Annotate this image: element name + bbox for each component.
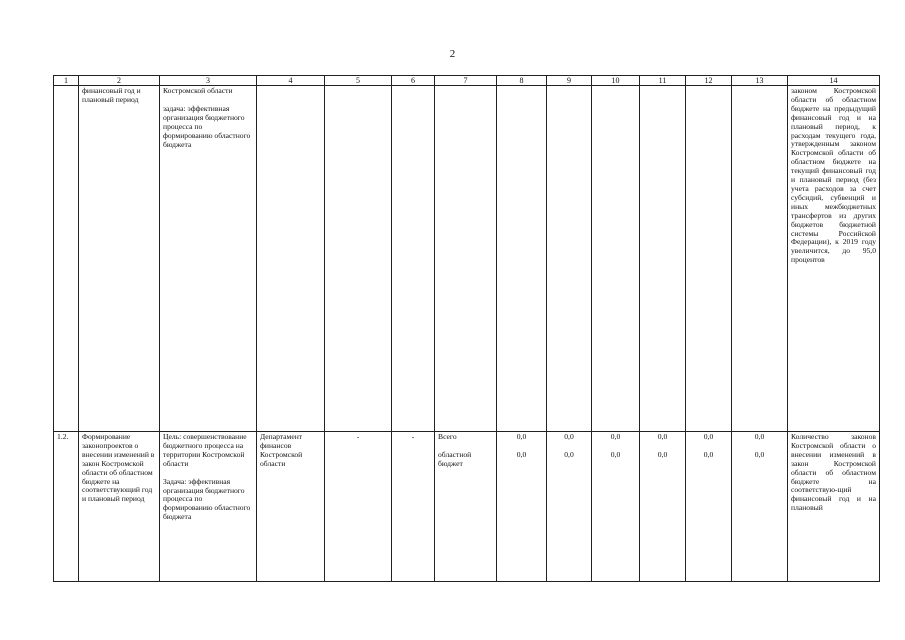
cell-empty — [54, 86, 79, 432]
table-row-1-2 — [54, 432, 880, 582]
cell-empty — [325, 86, 392, 432]
indicator-cell: Количество законов Костромской области о внесении изменений в закон Костромской области об областном бюджете на соответствую-щий финансовый год и на плановый — [788, 432, 880, 582]
header-cell-11: 11 — [640, 76, 686, 86]
value-total: 0,0 — [610, 432, 621, 441]
value-col-12 — [686, 432, 732, 582]
cell-empty — [592, 86, 640, 432]
funding-source — [435, 432, 497, 582]
value-total: 0,0 — [754, 432, 765, 441]
header-cell-12: 12 — [686, 76, 732, 86]
header-cell-10: 10 — [592, 76, 640, 86]
goal-text: Цель: совершенствование бюджетного процесса на территории Костромской области — [163, 432, 247, 468]
header-cell-7: 7 — [435, 76, 497, 86]
event-name: Формирование законопроектов о внесении изменений в закон Костромской области об областном бюджете на соответствующий год и плановый период — [79, 432, 160, 582]
cell-empty — [732, 86, 788, 432]
cell-empty — [257, 86, 325, 432]
funding-total-label: Всего — [438, 432, 457, 441]
col3-task: задача: эффективная организация бюджетного процесса по формированию областного бюджета — [163, 103, 251, 149]
value-col-9 — [547, 432, 592, 582]
header-cell-4: 4 — [257, 76, 325, 86]
cell-continued-col3 — [160, 86, 257, 432]
value-total: 0,0 — [703, 432, 714, 441]
header-cell-14: 14 — [788, 76, 880, 86]
start-date: - — [325, 432, 392, 582]
responsible-executor: Департамент финансов Костромской области — [257, 432, 325, 582]
col3-line1: Костромской области — [163, 86, 233, 95]
cell-continued-col14: законом Костромской области об областном бюджете на предыдущий финансовый год и на плановый период, к расходам текущего года, утвержденным законом Костромской области об областном бюджете на текущий финансовый год и плановый период (без учета расходов за счет субсидий, субвенций и иных межбюджетных трансфертов из других бюджетов бюджетной системы Российской Федерации), к 2019 году увеличится, до 95,0 процентов — [788, 86, 880, 432]
value-col-11 — [640, 432, 686, 582]
row-number: 1.2. — [54, 432, 79, 582]
goal-task-cell — [160, 432, 257, 582]
header-cell-13: 13 — [732, 76, 788, 86]
header-cell-6: 6 — [392, 76, 435, 86]
value-regional: 0,0 — [754, 450, 765, 459]
header-cell-1: 1 — [54, 76, 79, 86]
cell-empty — [497, 86, 547, 432]
value-regional: 0,0 — [564, 450, 574, 459]
program-table — [53, 75, 880, 582]
value-regional: 0,0 — [703, 450, 714, 459]
value-total: 0,0 — [564, 432, 574, 441]
value-total: 0,0 — [516, 432, 527, 441]
value-col-10 — [592, 432, 640, 582]
cell-continued-col2: финансовый год и плановый период — [79, 86, 160, 432]
task-text: Задача: эффективная организация бюджетного процесса по формированию областного бюджета — [163, 476, 251, 522]
header-cell-2: 2 — [79, 76, 160, 86]
page-number: 2 — [449, 48, 456, 60]
end-date: - — [392, 432, 435, 582]
funding-regional-label: областной бюджет — [438, 450, 472, 468]
value-regional: 0,0 — [610, 450, 621, 459]
cell-empty — [547, 86, 592, 432]
cell-empty — [640, 86, 686, 432]
value-regional: 0,0 — [516, 450, 527, 459]
header-cell-9: 9 — [547, 76, 592, 86]
table-row-continued — [54, 86, 880, 432]
cell-empty — [686, 86, 732, 432]
value-col-8 — [497, 432, 547, 582]
value-regional: 0,0 — [657, 450, 668, 459]
header-cell-8: 8 — [497, 76, 547, 86]
header-cell-5: 5 — [325, 76, 392, 86]
value-total: 0,0 — [657, 432, 668, 441]
cell-empty — [435, 86, 497, 432]
value-col-13 — [732, 432, 788, 582]
cell-empty — [392, 86, 435, 432]
header-row — [54, 76, 880, 86]
header-cell-3: 3 — [160, 76, 257, 86]
